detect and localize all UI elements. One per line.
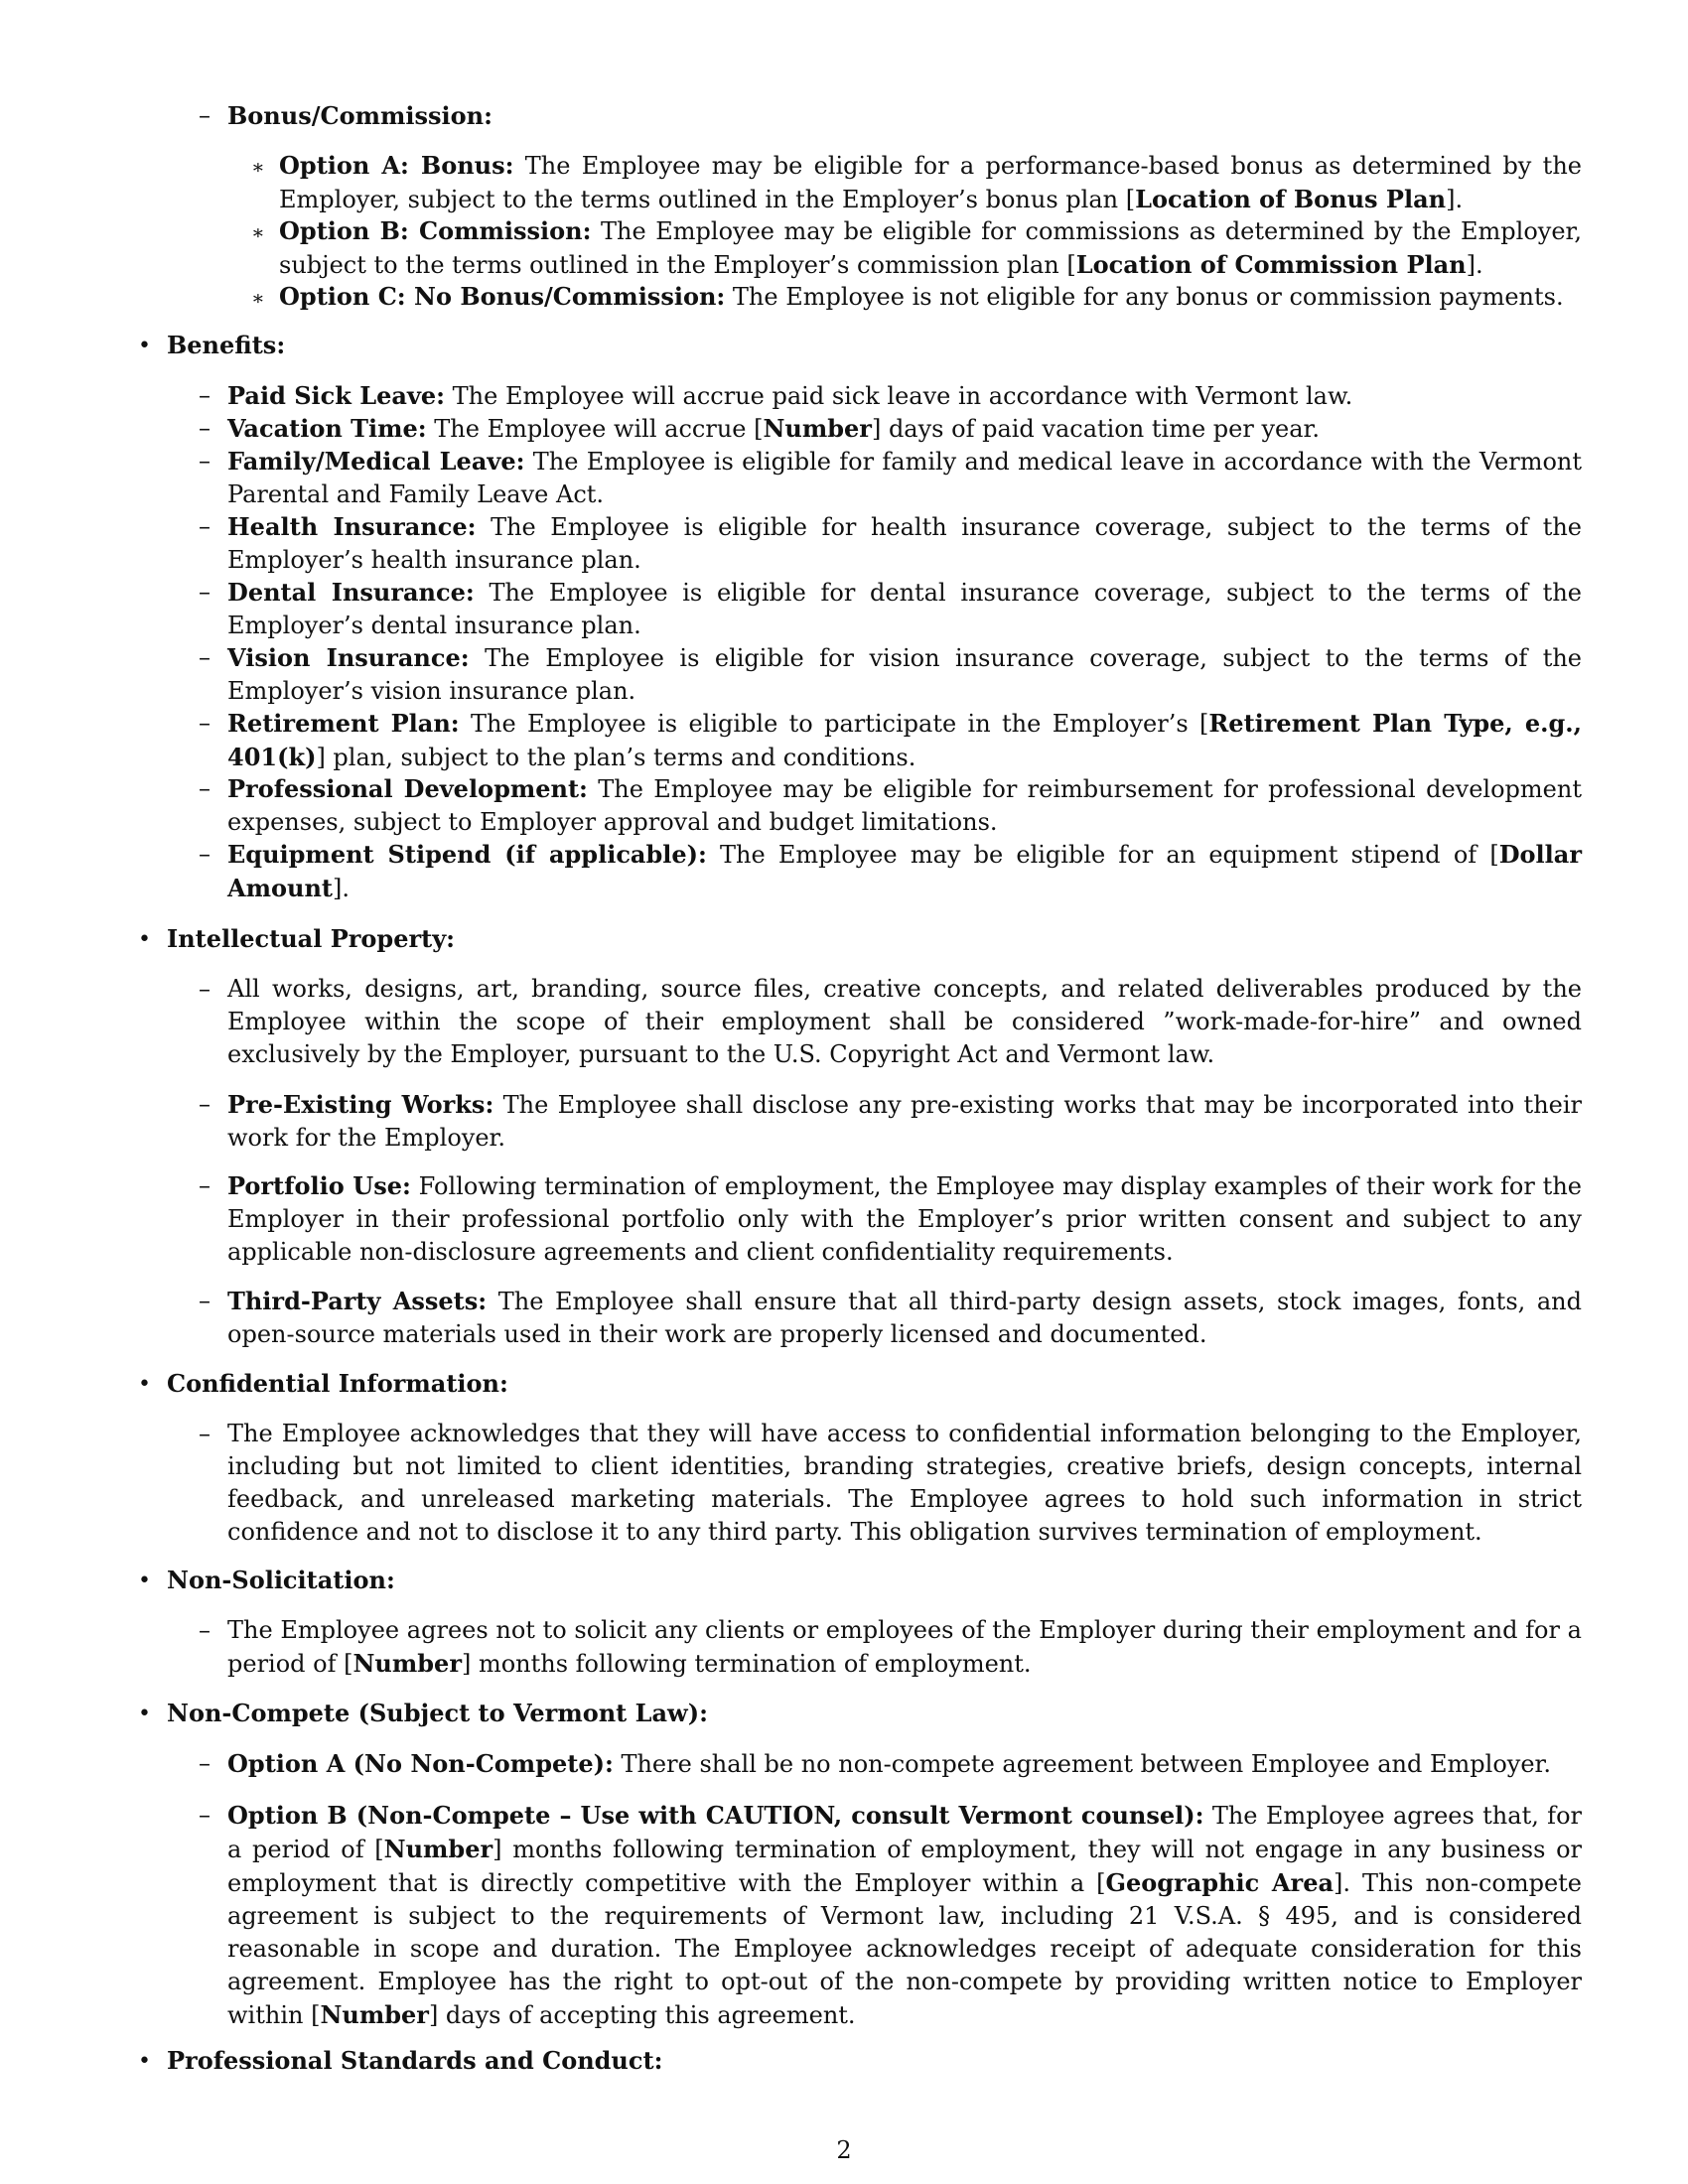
dash-marker: –	[199, 1801, 211, 1829]
ip-portfolio-use: Portfolio Use: Following termination of employment, the Employee may display examples of their work for the Employer in their professional portfolio only with the Employer’s prior written consent and subject to any applicable non-disclosure agreements and client confidentiality requirements.	[227, 1171, 1582, 1266]
dash-marker: –	[199, 1616, 211, 1644]
bonus-heading: Bonus/Commission:	[227, 101, 492, 130]
benefit-sick-leave: Paid Sick Leave: The Employee will accrue paid sick leave in accordance with Vermont law.	[227, 381, 1353, 410]
noncompete-option-a: Option A (No Non-Compete): There shall be no non-compete agreement between Employee and Employer.	[227, 1749, 1551, 1778]
asterisk-marker: ∗	[251, 220, 265, 244]
dash-marker: –	[199, 774, 211, 802]
dash-marker: –	[199, 447, 211, 475]
bonus-option-a: Option A: Bonus: The Employee may be eligible for a performance-based bonus as determined by the Employer, subject to the terms outlined in the Employer’s bonus plan [Location of Bonus Plan].	[279, 151, 1582, 213]
dash-marker: –	[199, 709, 211, 737]
noncompete-heading: Non-Compete (Subject to Vermont Law):	[167, 1699, 708, 1727]
dash-marker: –	[199, 1171, 211, 1199]
dash-marker: –	[199, 414, 211, 442]
benefits-heading: Benefits:	[167, 331, 286, 359]
ip-heading: Intellectual Property:	[167, 924, 455, 953]
benefit-health-insurance: Health Insurance: The Employee is eligible for health insurance coverage, subject to the terms of the Employer’s health insurance plan.	[227, 512, 1582, 574]
bonus-option-b: Option B: Commission: The Employee may be eligible for commissions as determined by the Employer, subject to the terms outlined in the Employer’s commission plan [Location of Commission Plan].	[279, 216, 1582, 279]
nonsolicit-heading: Non-Solicitation:	[167, 1566, 395, 1594]
bullet-marker: •	[138, 1702, 151, 1726]
asterisk-marker: ∗	[251, 286, 265, 310]
dash-marker: –	[199, 643, 211, 671]
standards-heading: Professional Standards and Conduct:	[167, 2046, 663, 2075]
benefit-equipment-stipend: Equipment Stipend (if applicable): The Employee may be eligible for an equipment stipend of [Dollar Amount].	[227, 840, 1582, 902]
dash-marker: –	[199, 578, 211, 606]
dash-marker: –	[199, 975, 211, 1003]
bonus-option-c: Option C: No Bonus/Commission: The Employee is not eligible for any bonus or commission payments.	[279, 282, 1564, 311]
bullet-marker: •	[138, 927, 151, 952]
bullet-marker: •	[138, 334, 151, 358]
dash-marker: –	[199, 512, 211, 540]
benefit-retirement-plan: Retirement Plan: The Employee is eligible to participate in the Employer’s [Retirement Plan Type, e.g., 401(k)] plan, subject to the plan’s terms and conditions.	[227, 709, 1582, 771]
dash-marker: –	[199, 381, 211, 409]
benefit-family-leave: Family/Medical Leave: The Employee is eligible for family and medical leave in accordance with the Vermont Parental and Family Leave Act.	[227, 447, 1583, 508]
dash-marker: –	[199, 101, 211, 129]
benefit-dental-insurance: Dental Insurance: The Employee is eligible for dental insurance coverage, subject to the terms of the Employer’s dental insurance plan.	[227, 578, 1582, 639]
benefit-professional-development: Professional Development: The Employee may be eligible for reimbursement for professional development expenses, subject to Employer approval and budget limitations.	[227, 774, 1582, 836]
benefit-vacation: Vacation Time: The Employee will accrue [Number] days of paid vacation time per year.	[227, 414, 1321, 443]
bullet-marker: •	[138, 1372, 151, 1397]
ip-pre-existing-works: Pre-Existing Works: The Employee shall disclose any pre-existing works that may be incorporated into their work for the Employer.	[227, 1090, 1582, 1152]
confidential-heading: Confidential Information:	[167, 1369, 508, 1398]
dash-marker: –	[199, 1287, 211, 1314]
dash-marker: –	[199, 1090, 211, 1118]
ip-third-party-assets: Third-Party Assets: The Employee shall ensure that all third-party design assets, stock images, fonts, and open-source materials used in their work are properly licensed and documented.	[227, 1287, 1583, 1348]
page-number: 2	[836, 2136, 852, 2164]
dash-marker: –	[199, 1749, 211, 1777]
confidential-text: The Employee acknowledges that they will have access to confidential information belonging to the Employer, including but not limited to client identities, branding strategies, creative briefs, design concepts, internal feedback, and unreleased marketing materials. The Employee agrees to hold such information in strict confidence and not to disclose it to any third party. This obligation survives termination of employment.	[227, 1420, 1582, 1546]
ip-work-for-hire: All works, designs, art, branding, source files, creative concepts, and related deliverables produced by the Employee within the scope of their employment shall be considered ”work-made-for-hire” and owned exclusively by the Employer, pursuant to the U.S. Copyright Act and Vermont law.	[227, 975, 1582, 1068]
dash-marker: –	[199, 1420, 211, 1447]
bullet-marker: •	[138, 2049, 151, 2074]
benefit-vision-insurance: Vision Insurance: The Employee is eligible for vision insurance coverage, subject to the terms of the Employer’s vision insurance plan.	[227, 643, 1582, 705]
dash-marker: –	[199, 840, 211, 868]
asterisk-marker: ∗	[251, 155, 265, 179]
noncompete-option-b: Option B (Non-Compete – Use with CAUTION, consult Vermont counsel): The Employee agrees that, for a period of [Number] months following termination of employment, they will not engage in any business or employment that is directly competitive with the Employer within a [Geographic Area]. This non-compete agreement is subject to the requirements of Vermont law, including 21 V.S.A. § 495, and is considered reasonable in scope and duration. The Employee acknowledges receipt of adequate consideration for this agreement. Employee has the right to opt-out of the non-compete by providing written notice to Employer within [Number] days of accepting this agreement.	[227, 1801, 1583, 2029]
bullet-marker: •	[138, 1569, 151, 1593]
nonsolicit-text: The Employee agrees not to solicit any clients or employees of the Employer during their employment and for a period of [Number] months following termination of employment.	[227, 1616, 1582, 1678]
